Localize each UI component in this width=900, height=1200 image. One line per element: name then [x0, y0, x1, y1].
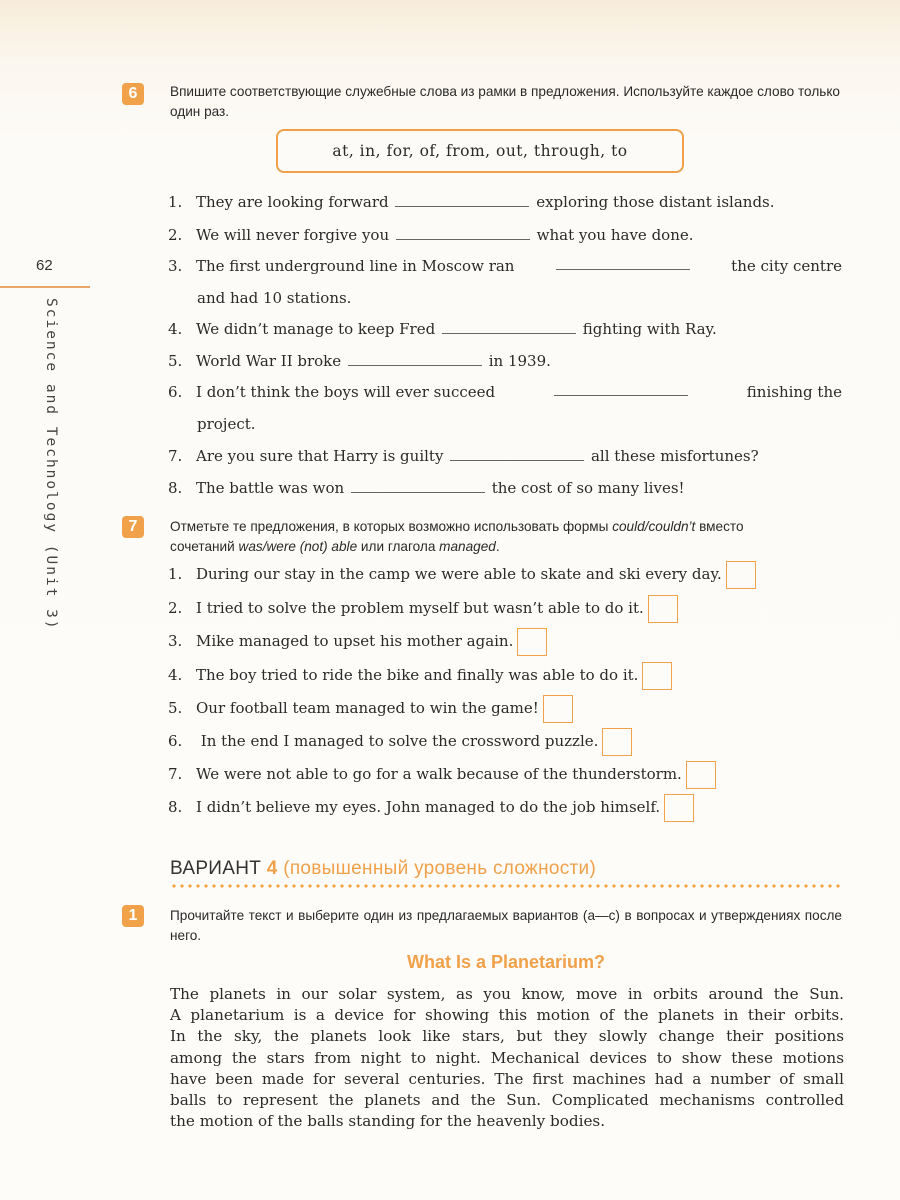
item-number: 1.	[168, 193, 183, 211]
ex7-item-8	[168, 794, 694, 822]
answer-blank[interactable]	[396, 227, 530, 240]
answer-blank[interactable]	[442, 321, 576, 334]
item-number: 2.	[168, 599, 183, 617]
text-line: balls to represent the planets and the Sun. Complicated mechanisms controlled	[170, 1091, 844, 1110]
text-title: What Is a Planetarium?	[406, 952, 606, 972]
exercise-1-badge: 1	[122, 905, 144, 927]
answer-blank[interactable]	[450, 448, 584, 461]
answer-checkbox[interactable]	[648, 595, 678, 623]
ex6-item-2	[168, 226, 694, 244]
ex6-item-6-cont: project.	[197, 415, 256, 433]
item-number: 6.	[168, 732, 183, 750]
item-number: 4.	[168, 666, 183, 684]
ex7-item-6	[168, 728, 632, 756]
item-text: the cost of so many lives!	[491, 479, 685, 497]
item-number: 4.	[168, 320, 183, 338]
text-line: have been made for several centuries. The first machines had a number of small	[170, 1069, 844, 1088]
text-line: The planets in our solar system, as you know, move in orbits around the Sun.	[170, 985, 844, 1003]
ex6-item-4	[168, 320, 717, 338]
ex6-item-7	[168, 447, 759, 465]
item-text: finishing the	[746, 383, 842, 401]
answer-checkbox[interactable]	[602, 728, 632, 756]
variant-heading	[170, 858, 596, 880]
text-line: among the stars from night to night. Mechanical devices to show these motions	[170, 1048, 844, 1067]
item-text: We didn’t manage to keep Fred	[196, 320, 436, 338]
item-number: 8.	[168, 479, 183, 497]
item-text: the city centre	[731, 257, 842, 275]
variant-label: ВАРИАНТ	[170, 858, 267, 879]
item-number: 1.	[168, 565, 183, 583]
answer-blank[interactable]	[556, 257, 690, 270]
answer-checkbox[interactable]	[642, 662, 672, 690]
page-rule	[0, 286, 90, 288]
item-text: In the end I managed to solve the crossword puzzle.	[196, 732, 599, 750]
answer-checkbox[interactable]	[664, 794, 694, 822]
exercise-6-badge: 6	[122, 83, 144, 105]
item-text: They are looking forward	[196, 193, 389, 211]
item-number: 3.	[168, 632, 183, 650]
item-number: 8.	[168, 798, 183, 816]
reading-text	[170, 984, 844, 1132]
ex7-item-5	[168, 695, 573, 723]
ex7-item-1	[168, 561, 756, 589]
item-text: The boy tried to ride the bike and finally was able to do it.	[196, 666, 639, 684]
answer-blank[interactable]	[395, 194, 529, 207]
item-text: We were not able to go for a walk because of the thunderstorm.	[196, 765, 682, 783]
item-number: 6.	[168, 383, 183, 401]
item-number: 2.	[168, 226, 183, 244]
exercise-6-instruction: Впишите соответствующие служебные слова из рамки в предложения. Используйте каждое слово только один раз.	[170, 84, 840, 119]
item-text: I don’t think the boys will ever succeed	[196, 383, 496, 401]
item-text: Are you sure that Harry is guilty	[196, 447, 444, 465]
dotted-divider	[170, 884, 842, 888]
item-text: I tried to solve the problem myself but wasn’t able to do it.	[196, 599, 644, 617]
exercise-7-instruction: Отметьте те предложения, в которых возможно использовать формы could/couldn’t вместо сочетаний was/were (not) able или глагола managed.	[170, 519, 744, 554]
item-text: exploring those distant islands.	[536, 193, 775, 211]
ex6-item-3-cont: and had 10 stations.	[197, 289, 352, 307]
answer-blank[interactable]	[554, 383, 688, 396]
answer-blank[interactable]	[348, 353, 482, 366]
answer-checkbox[interactable]	[517, 628, 547, 656]
text-line: the motion of the balls standing for the heavenly bodies.	[170, 1112, 606, 1131]
answer-blank[interactable]	[351, 480, 485, 493]
side-unit-title: Science and Technology (Unit 3)	[43, 298, 59, 631]
text-line: A planetarium is a device for showing this motion of the planets in their orbits.	[170, 1006, 844, 1025]
item-text: The first underground line in Moscow ran	[196, 257, 515, 275]
item-number: 5.	[168, 699, 183, 717]
ex6-item-1	[168, 193, 775, 211]
item-text: World War II broke	[196, 352, 342, 370]
item-text: Our football team managed to win the game!	[196, 699, 539, 717]
ex7-item-4	[168, 662, 672, 690]
ex7-item-7	[168, 761, 716, 789]
item-text: fighting with Ray.	[582, 320, 717, 338]
answer-checkbox[interactable]	[726, 561, 756, 589]
item-text: We will never forgive you	[196, 226, 390, 244]
page-number: 62	[36, 257, 53, 274]
item-number: 5.	[168, 352, 183, 370]
variant-subtitle: (повышенный уровень сложности)	[277, 858, 597, 879]
ex7-item-2	[168, 595, 678, 623]
item-text: all these misfortunes?	[590, 447, 759, 465]
ex6-item-8	[168, 479, 685, 497]
exercise-7-badge: 7	[122, 516, 144, 538]
ex6-item-3	[168, 257, 842, 275]
item-text: The battle was won	[196, 479, 345, 497]
ex6-item-6	[168, 383, 842, 401]
item-text: what you have done.	[536, 226, 694, 244]
item-number: 3.	[168, 257, 183, 275]
answer-checkbox[interactable]	[686, 761, 716, 789]
text-line: In the sky, the planets look like stars, but they slowly change their positions	[170, 1027, 844, 1046]
ex6-item-5	[168, 352, 551, 370]
item-number: 7.	[168, 765, 183, 783]
item-text: I didn’t believe my eyes. John managed to do the job himself.	[196, 798, 661, 816]
item-number: 7.	[168, 447, 183, 465]
item-text: During our stay in the camp we were able to skate and ski every day.	[196, 565, 722, 583]
word-box: at, in, for, of, from, out, through, to	[276, 129, 684, 173]
item-text: in 1939.	[488, 352, 551, 370]
ex7-item-3	[168, 628, 547, 656]
variant-number: 4	[266, 858, 278, 879]
answer-checkbox[interactable]	[543, 695, 573, 723]
item-text: Mike managed to upset his mother again.	[196, 632, 514, 650]
exercise-1-instruction: Прочитайте текст и выберите один из предлагаемых вариантов (a—c) в вопросах и утверждениях после него.	[170, 908, 842, 943]
